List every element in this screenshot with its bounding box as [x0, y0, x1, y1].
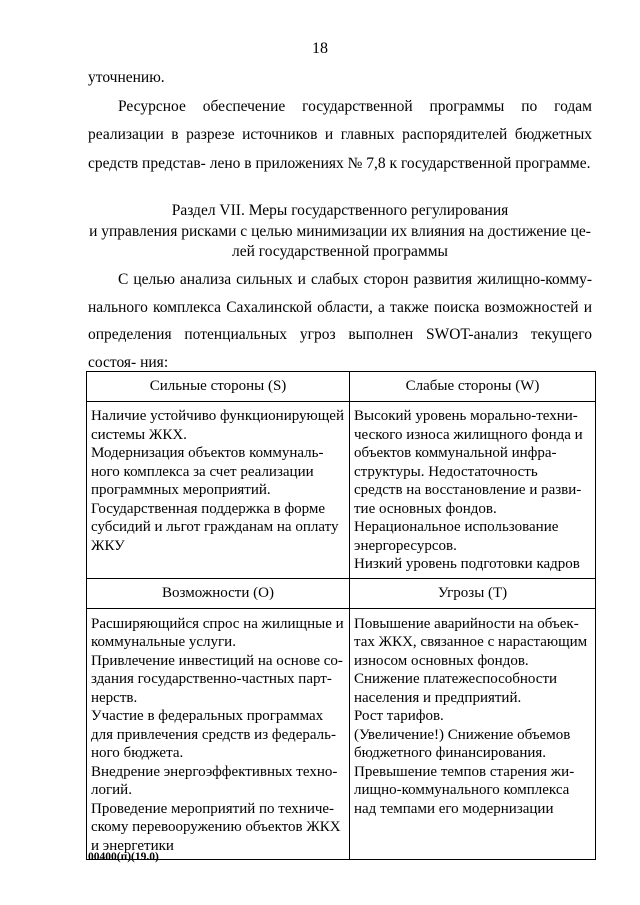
resource-paragraph	[88, 93, 592, 179]
cell-line: Повышение аварийности на объек-	[354, 615, 579, 632]
cell-line: коммунальные услуги.	[91, 634, 236, 650]
cell-line: Снижение платежеспособности	[354, 671, 558, 687]
cell-line: Низкий уровень подготовки кадров	[354, 556, 580, 572]
swot-header-row	[87, 372, 596, 402]
page-number: 18	[312, 40, 328, 57]
opportunities-cell	[87, 608, 350, 860]
cell-line: Модернизация объектов коммуналь-	[91, 445, 324, 461]
cell-line: Расширяющийся спрос на жилищные и	[91, 615, 344, 632]
cell-line: и энергетики	[91, 837, 174, 854]
swot-header-row	[87, 578, 596, 608]
strengths-cell	[87, 402, 350, 579]
cell-line: скому перевооружению объектов ЖКХ	[91, 819, 341, 835]
cell-line: Превышение темпов старения жи-	[354, 763, 575, 780]
swot-table	[86, 371, 596, 860]
cell-line: ческого износа жилищного фонда и	[354, 426, 583, 443]
cell-line: логий.	[91, 782, 132, 798]
resource-line: Ресурсное обеспечение государственной программы по годам реализации	[88, 97, 592, 143]
section-title-line: Раздел VII. Меры государственного регулирования	[171, 202, 509, 219]
strengths-header: Сильные стороны (S)	[87, 372, 350, 402]
cell-line: Привлечение инвестиций на основе со-	[91, 652, 343, 669]
cell-line: ного бюджета.	[91, 745, 184, 761]
threats-header: Угрозы (T)	[350, 578, 596, 608]
cell-line: Государственная поддержка в форме	[91, 500, 326, 517]
cell-line: объектов коммунальной инфра-	[354, 445, 557, 461]
cell-line: ного комплекса за счет реализации	[91, 463, 314, 480]
cell-line: энергоресурсов.	[354, 537, 457, 554]
cell-line: структуры. Недостаточность	[354, 463, 538, 480]
intro-line: уточнению.	[88, 69, 165, 86]
cell-line: программных мероприятий.	[91, 482, 271, 498]
cell-line: нерств.	[91, 689, 138, 706]
paragraph-line: нального комплекса Сахалинской области, а также поиска возможностей и	[88, 298, 592, 316]
resource-line: лено в приложениях № 7,8 к государственной программе.	[209, 154, 591, 172]
cell-line: тие основных фондов.	[354, 500, 497, 517]
cell-line: ЖКУ	[91, 537, 125, 554]
swot-row	[87, 402, 596, 579]
cell-line: для привлечения средств из федераль-	[91, 726, 336, 743]
paragraph-line: С целью анализа сильных и слабых сторон развития жилищно-комму-	[118, 271, 592, 288]
cell-line: субсидий и льгот гражданам на оплату	[91, 519, 339, 535]
cell-line: тах ЖКХ, связанное с нарастающим	[354, 634, 588, 650]
opportunities-header: Возможности (O)	[87, 578, 350, 608]
cell-line: (Увеличение!) Снижение объемов	[354, 726, 571, 743]
section-title-line: и управления рисками с целью минимизации их влияния на достижение це-	[89, 222, 591, 240]
cell-line: Проведение мероприятий по техниче-	[91, 800, 335, 817]
intro-text	[88, 64, 592, 178]
cell-line: средств на восстановление и разви-	[354, 482, 582, 498]
swot-intro-paragraph	[88, 266, 592, 376]
cell-line: Рост тарифов.	[354, 708, 444, 724]
paragraph-line: определения потенциальных угроз выполнен SWOT-анализ текущего состоя-	[88, 326, 592, 371]
cell-line: населения и предприятий.	[354, 689, 522, 706]
cell-line: Участие в федеральных программах	[91, 708, 324, 724]
weaknesses-cell	[350, 402, 596, 579]
section-title	[88, 201, 592, 263]
resource-line: в разрезе источников и главных распорядителей бюджетных средств представ-	[88, 126, 592, 172]
cell-line: системы ЖКХ.	[91, 426, 187, 443]
cell-line: бюджетного финансирования.	[354, 745, 547, 761]
cell-line: Наличие устойчиво функционирующей	[91, 408, 344, 424]
cell-line: Внедрение энергоэффективных техно-	[91, 763, 338, 780]
swot-row	[87, 608, 596, 860]
cell-line: Нерациональное использование	[354, 519, 559, 535]
cell-line: Высокий уровень морально-техни-	[354, 408, 578, 424]
cell-line: износом основных фондов.	[354, 652, 529, 669]
threats-cell	[350, 608, 596, 860]
cell-line: здания государственно-частных парт-	[91, 671, 332, 687]
paragraph-line: ния:	[140, 353, 169, 371]
cell-line: над темпами его модернизации	[354, 800, 554, 817]
document-code: 00400(п)(19.0)	[88, 851, 159, 863]
weaknesses-header: Слабые стороны (W)	[350, 372, 596, 402]
section-title-line: лей государственной программы	[232, 243, 448, 260]
cell-line: лищно-коммунального комплекса	[354, 782, 570, 798]
